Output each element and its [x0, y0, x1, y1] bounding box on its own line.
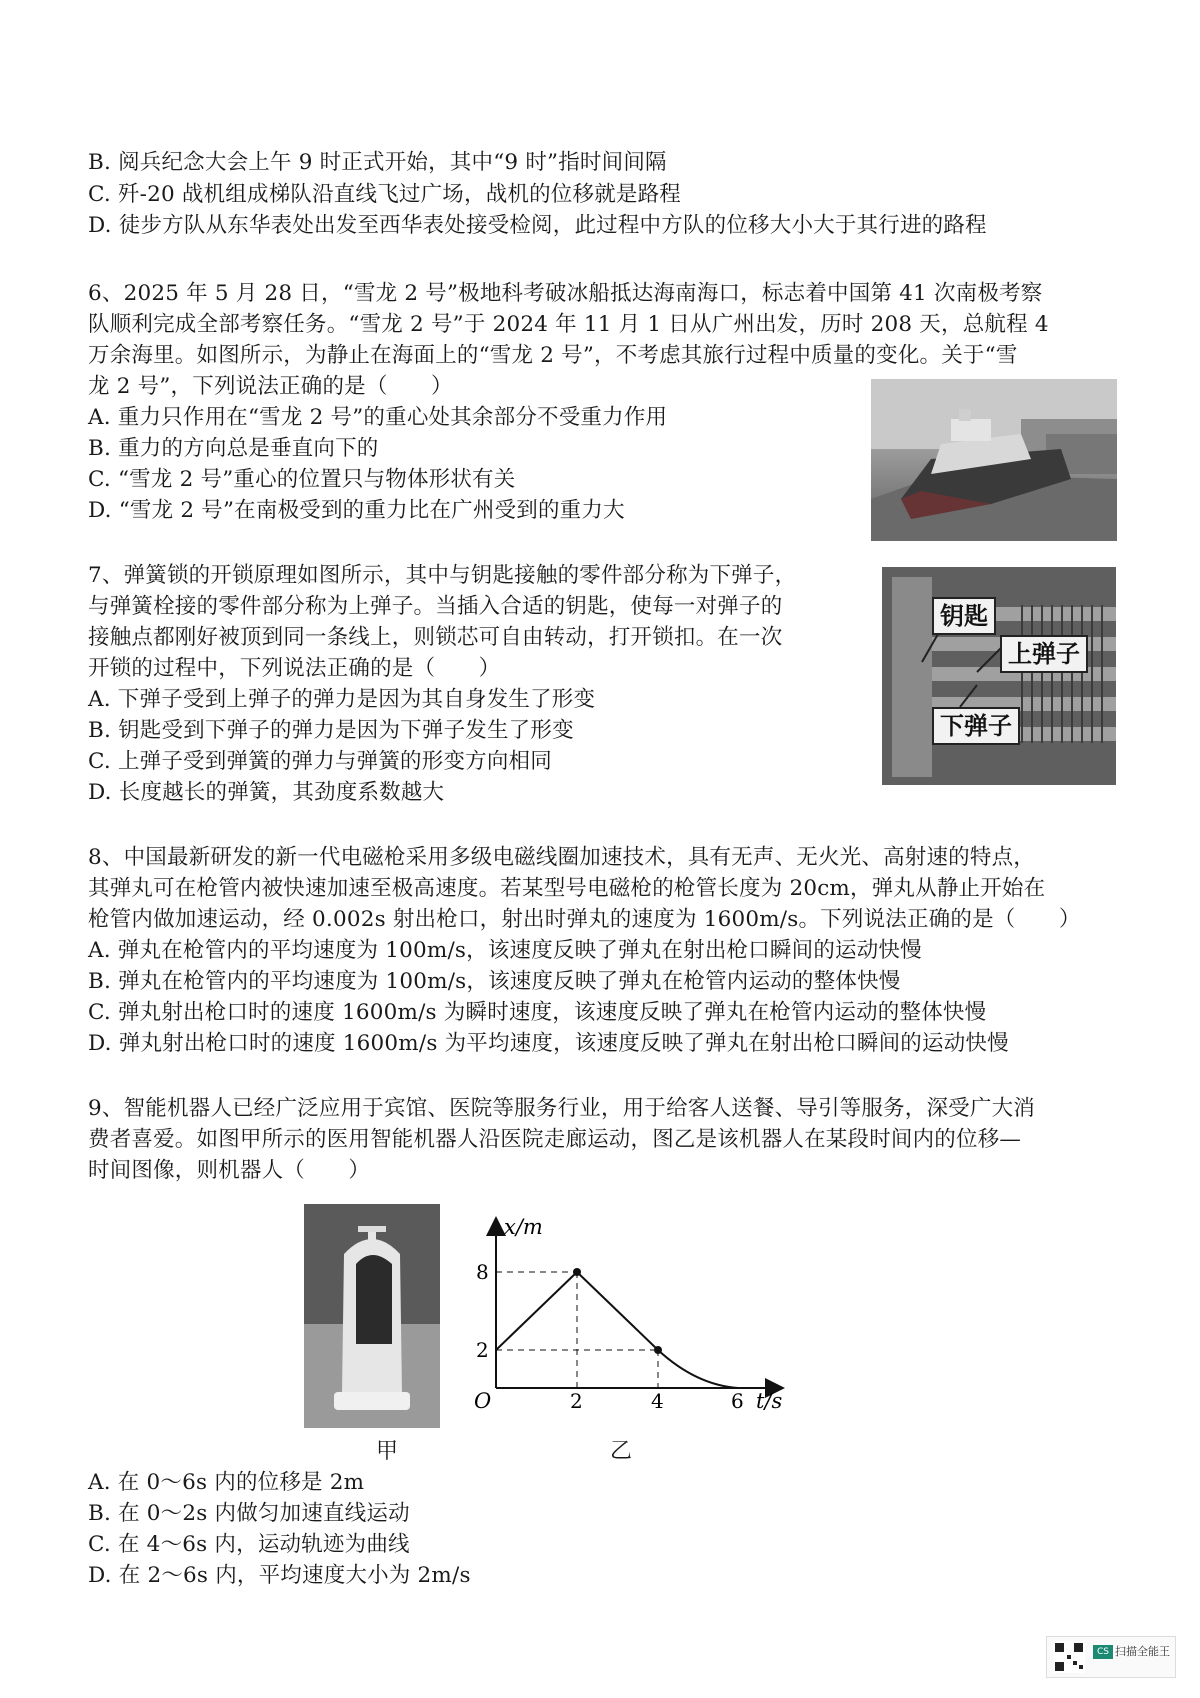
- q6-stem-3: 万余海里。如图所示，为静止在海面上的“雪龙 2 号”，不考虑其旅行过程中质量的变化。关于“雪: [88, 343, 1018, 368]
- key-label: 钥匙: [932, 597, 996, 635]
- y-tick-2: 2: [476, 1338, 489, 1362]
- point-2-8: [573, 1268, 581, 1276]
- segment-4-6-curve: [658, 1350, 738, 1388]
- q9-stem-3: 时间图像，则机器人（ ）: [88, 1158, 371, 1183]
- x-tick-2: 2: [570, 1389, 583, 1410]
- qr-code-icon: [1049, 1637, 1089, 1677]
- segment-0-2: [496, 1272, 577, 1350]
- q9-stem-2: 费者喜爱。如图甲所示的医用智能机器人沿医院走廊运动，图乙是该机器人在某段时间内的位移—: [88, 1127, 1022, 1152]
- option-9d: D. 在 2～6s 内，平均速度大小为 2m/s: [88, 1563, 471, 1588]
- q8-stem-1: 8、中国最新研发的新一代电磁枪采用多级电磁线圈加速技术，具有无声、无火光、高射速的特点，: [88, 845, 1035, 870]
- option-7d: D. 长度越长的弹簧，其劲度系数越大: [88, 780, 445, 805]
- q8-stem-2: 其弹丸可在枪管内被快速加速至极高速度。若某型号电磁枪的枪管长度为 20cm，弹丸从静止开始在: [88, 876, 1046, 901]
- option-9b: B. 在 0～2s 内做匀加速直线运动: [88, 1501, 410, 1526]
- segment-2-4: [577, 1272, 658, 1350]
- q7-stem-3: 接触点都刚好被顶到同一条线上，则锁芯可自由转动，打开锁扣。在一次: [88, 625, 783, 650]
- option-7b: B. 钥匙受到下弹子的弹力是因为下弹子发生了形变: [88, 718, 574, 743]
- option-7c: C. 上弹子受到弹簧的弹力与弹簧的形变方向相同: [88, 749, 552, 774]
- option-8a: A. 弹丸在枪管内的平均速度为 100m/s，该速度反映了弹丸在射出枪口瞬间的运动快慢: [88, 938, 922, 963]
- icebreaker-photo: [871, 379, 1117, 541]
- x-tick-6: 6: [731, 1389, 744, 1410]
- xt-graph: [466, 1210, 796, 1410]
- option-8c: C. 弹丸射出枪口时的速度 1600m/s 为瞬时速度，该速度反映了弹丸在枪管内运动的整体快慢: [88, 1000, 987, 1025]
- option-9a: A. 在 0～6s 内的位移是 2m: [88, 1470, 365, 1495]
- option-6a: A. 重力只作用在“雪龙 2 号”的重心处其余部分不受重力作用: [88, 405, 668, 430]
- figure-label-yi: 乙: [610, 1439, 633, 1464]
- q9-stem-1: 9、智能机器人已经广泛应用于宾馆、医院等服务行业，用于给客人送餐、导引等服务，深受广大消: [88, 1096, 1035, 1121]
- robot-photo: [304, 1204, 440, 1428]
- option-6c: C. “雪龙 2 号”重心的位置只与物体形状有关: [88, 467, 516, 492]
- option-7a: A. 下弹子受到上弹子的弹力是因为其自身发生了形变: [88, 687, 596, 712]
- scanner-watermark: [1046, 1636, 1176, 1678]
- option-9c: C. 在 4～6s 内，运动轨迹为曲线: [88, 1532, 410, 1557]
- upper-pin-label: 上弹子: [1000, 635, 1088, 673]
- option-5d: D. 徒步方队从东华表处出发至西华表处接受检阅，此过程中方队的位移大小大于其行进的路程: [88, 213, 987, 238]
- figure-label-jia: 甲: [376, 1439, 399, 1464]
- option-5b: B. 阅兵纪念大会上午 9 时正式开始，其中“9 时”指时间间隔: [88, 150, 667, 175]
- q6-stem-2: 队顺利完成全部考察任务。“雪龙 2 号”于 2024 年 11 月 1 日从广州出发，历时 208 天，总航程 4: [88, 312, 1049, 337]
- x-axis-label: t/s: [756, 1389, 783, 1410]
- lock-diagram-photo: [882, 567, 1116, 785]
- q6-stem-4: 龙 2 号”，下列说法正确的是（ ）: [88, 374, 453, 399]
- y-axis-label: x/m: [504, 1215, 543, 1239]
- q8-stem-3: 枪管内做加速运动，经 0.002s 射出枪口，射出时弹丸的速度为 1600m/s。下列说法正确的是（ ）: [88, 907, 1081, 932]
- scanner-name: 扫描全能王: [1115, 1645, 1170, 1658]
- option-8d: D. 弹丸射出枪口时的速度 1600m/s 为平均速度，该速度反映了弹丸在射出枪口瞬间的运动快慢: [88, 1031, 1009, 1056]
- q6-stem-1: 6、2025 年 5 月 28 日，“雪龙 2 号”极地科考破冰船抵达海南海口，标志着中国第 41 次南极考察: [88, 281, 1043, 306]
- q7-stem-4: 开锁的过程中，下列说法正确的是（ ）: [88, 656, 501, 681]
- cs-logo-icon: CS: [1093, 1645, 1113, 1659]
- y-tick-8: 8: [476, 1260, 489, 1284]
- q7-stem-2: 与弹簧栓接的零件部分称为上弹子。当插入合适的钥匙，使每一对弹子的: [88, 594, 783, 619]
- option-6b: B. 重力的方向总是垂直向下的: [88, 436, 379, 461]
- x-tick-4: 4: [651, 1389, 664, 1410]
- origin-label: O: [474, 1389, 492, 1410]
- q7-stem-1: 7、弹簧锁的开锁原理如图所示，其中与钥匙接触的零件部分称为下弹子，: [88, 563, 797, 588]
- option-8b: B. 弹丸在枪管内的平均速度为 100m/s，该速度反映了弹丸在枪管内运动的整体快慢: [88, 969, 901, 994]
- lower-pin-label: 下弹子: [932, 707, 1020, 745]
- option-6d: D. “雪龙 2 号”在南极受到的重力比在广州受到的重力大: [88, 498, 625, 523]
- point-4-2: [654, 1346, 662, 1354]
- option-5c: C. 歼-20 战机组成梯队沿直线飞过广场，战机的位移就是路程: [88, 182, 682, 207]
